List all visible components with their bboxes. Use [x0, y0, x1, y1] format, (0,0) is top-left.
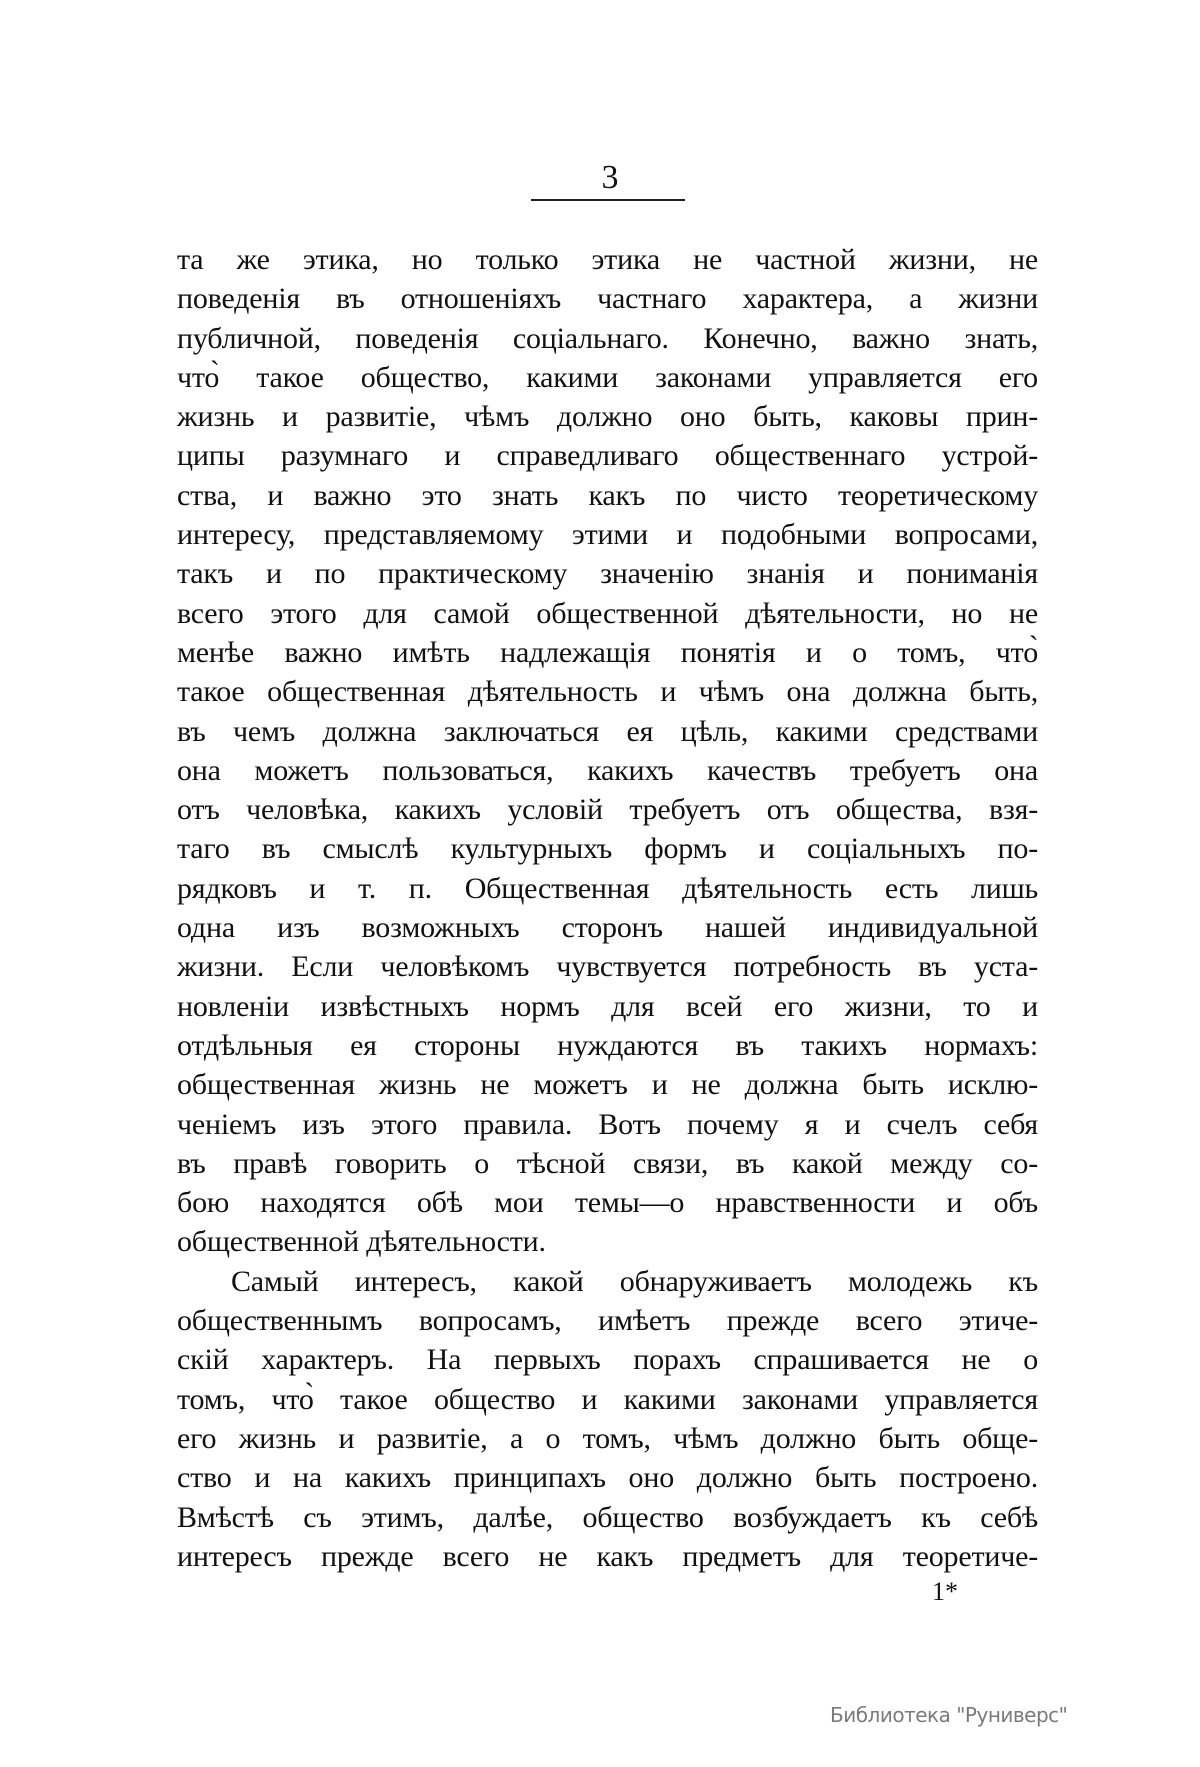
paragraph — [177, 240, 1038, 1262]
text-line: такъ и по практическому значенію знанія и пониманія — [177, 557, 1038, 591]
text-line: отъ человѣка, какихъ условій требуетъ отъ общества, взя- — [177, 793, 1038, 827]
text-line: интересъ прежде всего не какъ предметъ для теоретиче- — [177, 1539, 1038, 1573]
text-line: такое общественная дѣятельность и чѣмъ она должна быть, — [177, 675, 1038, 709]
library-watermark: Библиотека "Руниверс" — [830, 1703, 1068, 1727]
text-line: въ правѣ говорить о тѣсной связи, въ какой между со- — [177, 1146, 1038, 1180]
text-line: Вмѣстѣ съ этимъ, далѣе, общество возбуждаетъ къ себѣ — [177, 1500, 1038, 1534]
text-line: новленіи извѣстныхъ нормъ для всей его жизни, то и — [177, 989, 1038, 1023]
text-line: отдѣльныя ея стороны нуждаются въ такихъ нормахъ: — [177, 1028, 1038, 1062]
text-line: рядковъ и т. п. Общественная дѣятельность есть лишь — [177, 871, 1038, 905]
text-line: его жизнь и развитіе, а о томъ, чѣмъ должно быть обще- — [177, 1421, 1038, 1455]
text-line: она можетъ пользоваться, какихъ качествъ требуетъ она — [177, 753, 1038, 787]
text-line: жизни. Если человѣкомъ чувствуется потребность въ уста- — [177, 950, 1038, 984]
text-line: въ чемъ должна заключаться ея цѣль, какими средствами — [177, 714, 1038, 748]
text-line: та же этика, но только этика не частной жизни, не — [177, 243, 1038, 276]
text-line: таго въ смыслѣ культурныхъ формъ и соціальныхъ по- — [177, 832, 1038, 866]
text-line: ципы разумнаго и справедливаго общественнаго устрой- — [177, 439, 1038, 473]
text-line: томъ, что̀ такое общество и какими законами управляется — [177, 1382, 1038, 1416]
text-line: одна изъ возможныхъ сторонъ нашей индивидуальной — [177, 911, 1038, 945]
text-line: всего этого для самой общественной дѣятельности, но не — [177, 596, 1038, 630]
signature-mark: 1* — [932, 1577, 958, 1606]
paragraph — [177, 1262, 1038, 1576]
text-line: Самый интересъ, какой обнаруживаетъ молодежь къ — [231, 1264, 1038, 1298]
text-line: жизнь и развитіе, чѣмъ должно оно быть, каковы прин- — [177, 400, 1038, 434]
text-line: ство и на какихъ принципахъ оно должно быть построено. — [177, 1461, 1038, 1495]
text-line: бою находятся обѣ мои темы—о нравственности и объ — [177, 1186, 1038, 1220]
text-line: менѣе важно имѣть надлежащія понятія и о томъ, что̀ — [177, 635, 1038, 669]
text-line: ченіемъ изъ этого правила. Вотъ почему я и счелъ себя — [177, 1107, 1038, 1141]
text-line: скій характеръ. На первыхъ порахъ спрашивается не о — [177, 1343, 1038, 1377]
text-line: публичной, поведенія соціальнаго. Конечно, важно знать, — [177, 321, 1038, 355]
text-line: общественнымъ вопросамъ, имѣетъ прежде всего этиче- — [177, 1304, 1038, 1338]
text-line: поведенія въ отношеніяхъ частнаго характера, а жизни — [177, 282, 1038, 316]
header-rule — [531, 199, 685, 201]
page-number: 3 — [601, 159, 619, 196]
text-line: общественная жизнь не можетъ и не должна быть исклю- — [177, 1068, 1038, 1102]
text-line: интересу, представляемому этими и подобными вопросами, — [177, 518, 1038, 552]
text-line: ства, и важно это знать какъ по чисто теоретическому — [177, 478, 1038, 512]
text-line: что̀ такое общество, какими законами управляется его — [177, 360, 1038, 394]
text-line: общественной дѣятельности. — [177, 1225, 546, 1259]
body-text — [177, 240, 1038, 1576]
